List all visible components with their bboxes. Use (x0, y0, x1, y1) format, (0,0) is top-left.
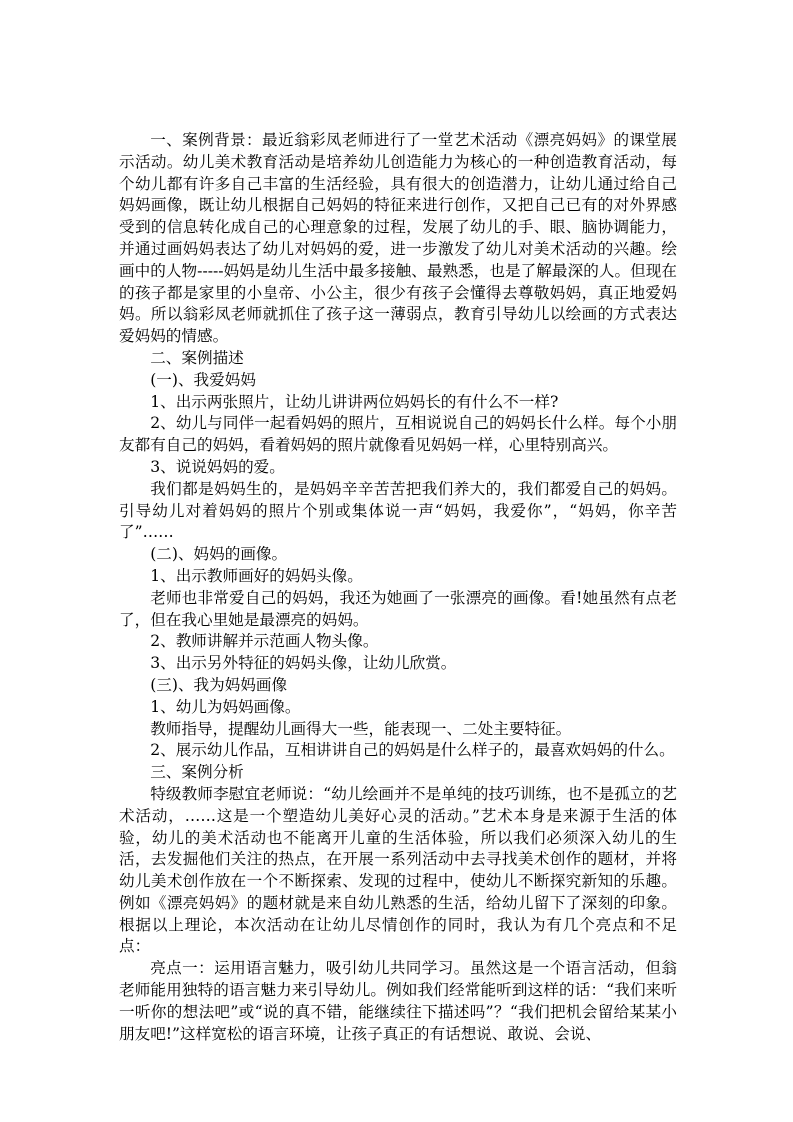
background-paragraph: 一、案例背景：最近翁彩凤老师进行了一堂艺术活动《漂亮妈妈》的课堂展示活动。幼儿美术教育活动是培养幼儿创造能力为核心的一种创造教育活动，每个幼儿都有许多自己丰富的生活经验，具有很大的创造潜力，让幼儿通过给自己妈妈画像，既让幼儿根据自己妈妈的特征来进行创作，又把自己已有的对外界感受到的信息转化成自己的心理意象的过程，发展了幼儿的手、眼、脑协调能力，并通过画妈妈表达了幼儿对妈妈的爱，进一步激发了幼儿对美术活动的兴趣。绘画中的人物-----妈妈是幼儿生活中最多接触、最熟悉，也是了解最深的人。但现在的孩子都是家里的小皇帝、小公主，很少有孩子会懂得去尊敬妈妈，真正地爱妈妈。所以翁彩凤老师就抓住了孩子这一薄弱点，教育引导幼儿以绘画的方式表达爱妈妈的情感。 (119, 131, 677, 346)
body-paragraph: 教师指导，提醒幼儿画得大一些，能表现一、二处主要特征。 (150, 719, 572, 738)
list-item: 2、展示幼儿作品，互相讲讲自己的妈妈是什么样子的，最喜欢妈妈的什么。 (150, 741, 675, 760)
list-item: 1、出示两张照片，让幼儿讲讲两位妈妈长的有什么不一样? (150, 392, 559, 411)
subheading-i-love-mom: (一)、我爱妈妈 (150, 370, 256, 389)
body-paragraph: 老师也非常爱自己的妈妈，我还为她画了一张漂亮的画像。看!她虽然有点老了，但在我心里她是最漂亮的妈妈。 (119, 588, 677, 629)
section-heading-case-analysis: 三、案例分析 (150, 763, 244, 782)
list-item: 1、出示教师画好的妈妈头像。 (150, 566, 363, 585)
analysis-paragraph: 特级教师李慰宜老师说：“幼儿绘画并不是单纯的技巧训练，也不是孤立的艺术活动，……这是一个塑造幼儿美好心灵的活动。”艺术本身是来源于生活的体验，幼儿的美术活动也不能离开儿童的生活体验，所以我们必须深入幼儿的生活，去发掘他们关注的热点，在开展一系列活动中去寻找美术创作的题材，并将幼儿美术创作放在一个不断探索、发现的过程中，使幼儿不断探究新知的乐趣。例如《漂亮妈妈》的题材就是来自幼儿熟悉的生活，给幼儿留下了深刻的印象。根据以上理论，本次活动在让幼儿尽情创作的同时，我认为有几个亮点和不足点： (119, 784, 677, 956)
body-paragraph: 我们都是妈妈生的，是妈妈辛辛苦苦把我们养大的，我们都爱自己的妈妈。引导幼儿对着妈妈的照片个别或集体说一声“妈妈，我爱你”，“妈妈，你辛苦了”…… (119, 479, 677, 542)
list-item: 2、幼儿与同伴一起看妈妈的照片，互相说说自己的妈妈长什么样。每个小朋友都有自己的妈妈，看着妈妈的照片就像看见妈妈一样，心里特别高兴。 (119, 414, 677, 455)
subheading-mom-portrait: (二)、妈妈的画像。 (150, 545, 288, 564)
section-heading-case-description: 二、案例描述 (150, 348, 244, 367)
list-item: 2、教师讲解并示范画人物头像。 (150, 632, 379, 651)
subheading-draw-mom: (三)、我为妈妈画像 (150, 675, 288, 694)
list-item: 3、说说妈妈的爱。 (150, 457, 285, 476)
highlight-paragraph: 亮点一：运用语言魅力，吸引幼儿共同学习。虽然这是一个语言活动，但翁老师能用独特的语言魅力来引导幼儿。例如我们经常能听到这样的话：“我们来听一听你的想法吧”或“说的真不错，能继续往下描述吗”？“我们把机会留给某某小朋友吧!”这样宽松的语言环境，让孩子真正的有话想说、敢说、会说、 (119, 959, 677, 1043)
list-item: 1、幼儿为妈妈画像。 (150, 697, 301, 716)
list-item: 3、出示另外特征的妈妈头像，让幼儿欣赏。 (150, 654, 457, 673)
document-page (119, 130, 677, 1045)
